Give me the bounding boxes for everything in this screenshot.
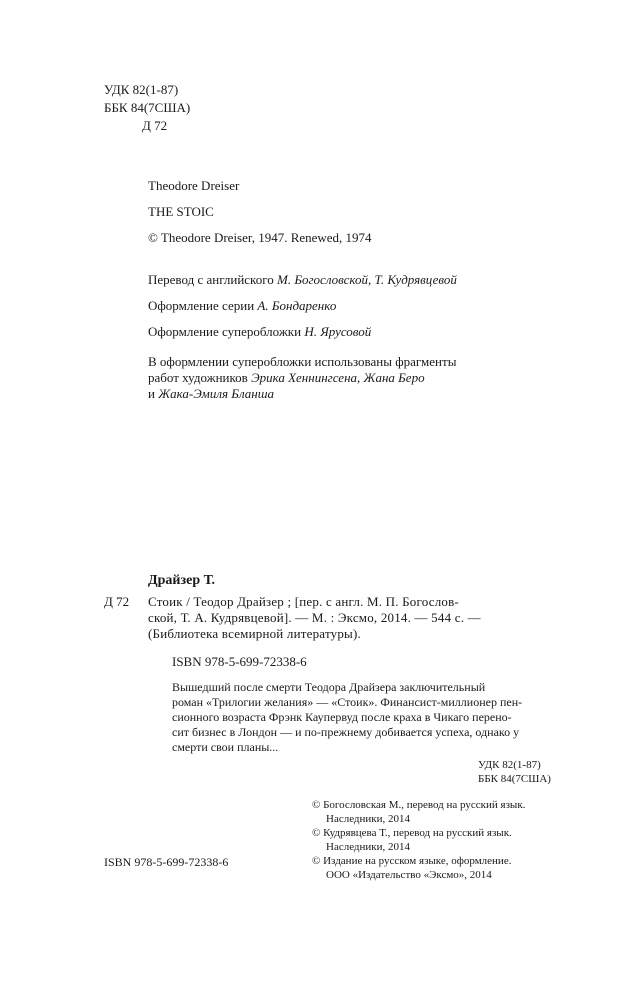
catalog-annotation: [172, 680, 522, 755]
translation-credit: [148, 272, 457, 288]
catalog-udk: УДК 82(1-87): [478, 759, 541, 771]
footer-isbn: ISBN 978-5-699-72338-6: [104, 855, 229, 869]
cover-art-credit: [148, 354, 456, 402]
udk-code: УДК 82(1-87): [104, 82, 179, 97]
original-copyright: © Theodore Dreiser, 1947. Renewed, 1974: [148, 230, 372, 245]
cover-art-line-2: [148, 370, 456, 386]
cover-art-line-2-label: работ художников: [148, 370, 252, 385]
catalog-bbk: ББК 84(7США): [478, 773, 551, 785]
annotation-line-3: сионного возраста Фрэнк Каупервуд после краха в Чикаго перено-: [172, 710, 512, 724]
series-designer: А. Бондаренко: [257, 298, 337, 313]
translators: М. Богословской, Т. Кудрявцевой: [276, 272, 457, 287]
copyright-line-6: ООО «Издательство «Эксмо», 2014: [326, 869, 492, 881]
copyright-line-1: © Богословская М., перевод на русский язык.: [312, 799, 526, 811]
catalog-entry: [148, 594, 481, 642]
copyright-line-4: Наследники, 2014: [326, 841, 411, 853]
cover-art-line-3: [148, 386, 456, 402]
series-design-credit: [148, 298, 336, 314]
catalog-author-mark: Д 72: [104, 594, 130, 609]
cover-design-label: Оформление суперобложки: [148, 324, 305, 339]
catalog-entry-line-2: ской, Т. А. Кудрявцевой]. — М. : Эксмо, 2014. — 544 с. —: [148, 610, 481, 625]
cover-art-line-1: В оформлении суперобложки использованы фрагменты: [148, 354, 457, 369]
original-title: THE STOIC: [148, 204, 214, 219]
annotation-line-5: смерти свои планы...: [172, 740, 279, 754]
copyright-notices: [312, 798, 525, 882]
bbk-code: ББК 84(7США): [104, 100, 191, 115]
annotation-line-1: Вышедший после смерти Теодора Драйзера заключительный: [172, 680, 486, 694]
series-design-label: Оформление серии: [148, 298, 258, 313]
annotation-line-2: роман «Трилогии желания» — «Стоик». Финансист-миллионер пен-: [172, 695, 523, 709]
catalog-entry-line-3: (Библиотека всемирной литературы).: [148, 626, 361, 641]
catalog-entry-line-1: Стоик / Теодор Драйзер ; [пер. с англ. М. П. Богослов-: [148, 594, 459, 609]
cover-art-artist: Жака-Эмиля Бланша: [158, 386, 275, 401]
translation-credit-label: Перевод с английского: [148, 272, 277, 287]
cover-art-artists: Эрика Хеннингсена, Жана Беро: [251, 370, 425, 385]
original-author: Theodore Dreiser: [148, 178, 240, 193]
copyright-line-2: Наследники, 2014: [326, 813, 411, 825]
author-mark: Д 72: [142, 118, 168, 133]
catalog-isbn: ISBN 978-5-699-72338-6: [172, 654, 307, 669]
cover-designer: Н. Ярусовой: [304, 324, 372, 339]
annotation-line-4: сит бизнес в Лондон — и по-прежнему добивается успеха, однако у: [172, 725, 520, 739]
copyright-line-5: © Издание на русском языке, оформление.: [312, 855, 512, 867]
cover-design-credit: [148, 324, 371, 340]
catalog-author-heading: Драйзер Т.: [148, 573, 216, 588]
cover-art-line-3-label: и: [148, 386, 159, 401]
copyright-line-3: © Кудрявцева Т., перевод на русский язык.: [312, 827, 512, 839]
